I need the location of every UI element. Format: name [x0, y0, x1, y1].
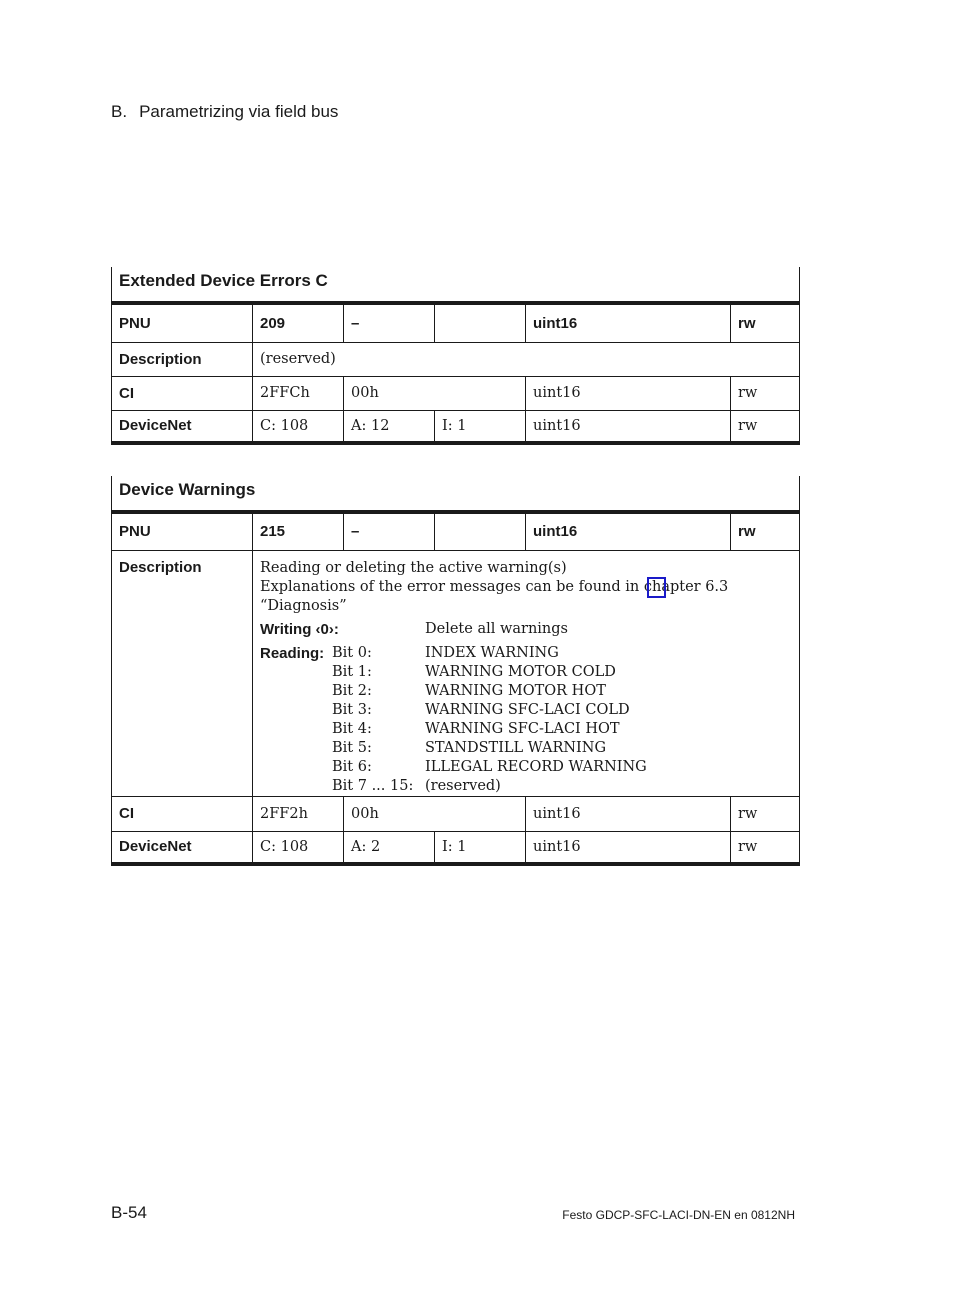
bit-meaning: STANDSTILL WARNING [425, 739, 607, 756]
writing-text: Delete all warnings [425, 620, 568, 637]
ci-label: CI [112, 376, 253, 410]
pnu-type: uint16 [526, 512, 731, 550]
ci-subindex: 00h [344, 376, 526, 410]
pnu-type: uint16 [526, 303, 731, 342]
ci-access: rw [731, 376, 800, 410]
table-title: Extended Device Errors C [112, 267, 800, 303]
pnu-label: PNU [112, 303, 253, 342]
bit-label: Bit 4: [332, 720, 372, 737]
bit-meaning: WARNING MOTOR HOT [425, 682, 606, 699]
bit-label: Bit 3: [332, 701, 372, 718]
bit-label: Bit 6: [332, 758, 372, 775]
devicenet-class: C: 108 [253, 410, 344, 443]
bit-meaning: (reserved) [425, 777, 501, 794]
devicenet-access: rw [731, 831, 800, 864]
bit-label: Bit 2: [332, 682, 372, 699]
pnu-empty [435, 303, 526, 342]
devicenet-instance: I: 1 [435, 410, 526, 443]
table-title: Device Warnings [112, 476, 800, 512]
bit-meaning: WARNING SFC-LACI HOT [425, 720, 620, 737]
description-text: (reserved) [253, 342, 800, 376]
devicenet-label: DeviceNet [112, 831, 253, 864]
ci-index: 2FFCh [253, 376, 344, 410]
section-letter: B. [111, 102, 128, 121]
reading-spacer [260, 739, 332, 758]
devicenet-attribute: A: 12 [344, 410, 435, 443]
devicenet-class: C: 108 [253, 831, 344, 864]
extended-device-errors-table [111, 267, 800, 445]
bit-label: Bit 5: [332, 739, 372, 756]
pnu-value: 215 [253, 512, 344, 550]
bit-meaning: ILLEGAL RECORD WARNING [425, 758, 647, 775]
document-id: Festo GDCP-SFC-LACI-DN-EN en 0812NH [562, 1208, 795, 1222]
ci-label: CI [112, 796, 253, 831]
bit-meaning: WARNING SFC-LACI COLD [425, 701, 630, 718]
reading-spacer [260, 663, 332, 682]
bit-meaning: INDEX WARNING [425, 644, 559, 661]
pnu-access: rw [731, 512, 800, 550]
writing-label: Writing ‹0›: [260, 620, 339, 638]
description-body [253, 550, 800, 796]
bit-meaning: WARNING MOTOR COLD [425, 663, 616, 680]
bit-label: Bit 1: [332, 663, 372, 680]
ci-subindex: 00h [344, 796, 526, 831]
bit-label: Bit 0: [332, 644, 372, 661]
reading-label: Reading: [260, 644, 325, 662]
reading-spacer [260, 758, 332, 777]
device-warnings-table [111, 476, 800, 866]
reading-spacer [260, 777, 332, 796]
ci-index: 2FF2h [253, 796, 344, 831]
devicenet-type: uint16 [526, 410, 731, 443]
description-line-1: Reading or deleting the active warning(s) [260, 559, 567, 576]
reading-bits [260, 644, 792, 796]
pnu-subindex: – [344, 303, 435, 342]
pnu-empty [435, 512, 526, 550]
section-title: Parametrizing via field bus [139, 102, 339, 121]
devicenet-label: DeviceNet [112, 410, 253, 443]
devicenet-attribute: A: 2 [344, 831, 435, 864]
reading-spacer [260, 720, 332, 739]
reading-spacer [260, 701, 332, 720]
chapter-link-highlight[interactable] [647, 577, 666, 598]
pnu-label: PNU [112, 512, 253, 550]
ci-type: uint16 [526, 796, 731, 831]
pnu-value: 209 [253, 303, 344, 342]
writing-row [260, 620, 792, 639]
ci-type: uint16 [526, 376, 731, 410]
devicenet-instance: I: 1 [435, 831, 526, 864]
devicenet-type: uint16 [526, 831, 731, 864]
pnu-subindex: – [344, 512, 435, 550]
description-line-2: Explanations of the error messages can be found in chapter 6.3 “Diagnosis” [260, 578, 729, 614]
page-header [111, 102, 338, 122]
ci-access: rw [731, 796, 800, 831]
page-number: B-54 [111, 1203, 147, 1222]
description-label: Description [112, 550, 253, 796]
bit-label: Bit 7 ... 15: [332, 777, 414, 794]
devicenet-access: rw [731, 410, 800, 443]
reading-spacer [260, 682, 332, 701]
description-label: Description [112, 342, 253, 376]
pnu-access: rw [731, 303, 800, 342]
